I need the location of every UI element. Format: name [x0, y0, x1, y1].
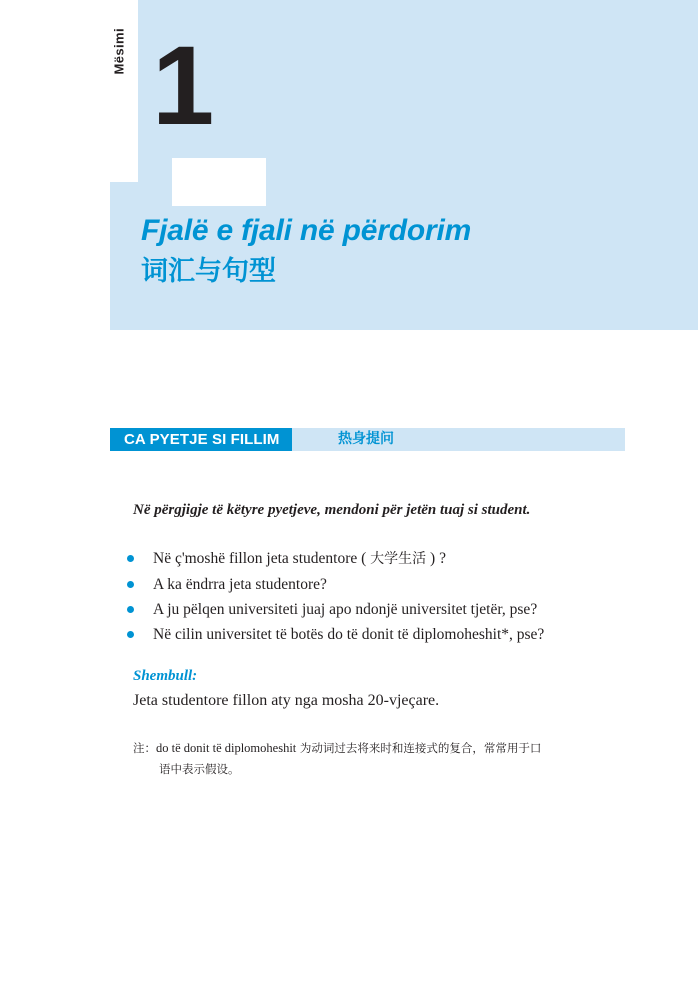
example-sentence: Jeta studentore fillon aty nga mosha 20-vjeçare.: [133, 692, 440, 709]
bullet-icon: [127, 581, 134, 588]
question-text: Në cilin universitet të botës do të donit të diplomoheshit*, pse?: [153, 626, 545, 643]
footnote-line1: 为动词过去将来时和连接式的复合，常常用于口: [296, 741, 542, 755]
question-text: A ka ëndrra jeta studentore?: [153, 576, 327, 593]
footnote: [133, 738, 633, 780]
section-heading-bar: [110, 428, 625, 451]
question-list: [127, 547, 667, 648]
question-text-suffix: ) ?: [426, 550, 446, 567]
page-title-albanian: Fjalë e fjali në përdorim: [141, 214, 472, 247]
footnote-prefix: 注：: [133, 741, 156, 755]
bullet-icon: [127, 606, 134, 613]
list-item: [127, 547, 667, 571]
bullet-icon: [127, 631, 134, 638]
question-text: A ju pëlqen universiteti juaj apo ndonjë universitet tjetër, pse?: [153, 601, 538, 618]
section-heading-chinese: 热身提问: [338, 431, 394, 447]
footnote-line2: 语中表示假设。: [159, 762, 240, 776]
lesson-bubble-corner-mask: [172, 158, 266, 206]
list-item: [127, 623, 667, 646]
lesson-label: Mësimi: [111, 28, 127, 75]
example-label: Shembull:: [133, 668, 198, 684]
question-text: Në ç'moshë fillon jeta studentore (: [153, 550, 371, 567]
section-heading-albanian: CA PYETJE SI FILLIM: [110, 428, 292, 451]
header-titles: [141, 212, 661, 292]
list-item: [127, 573, 667, 596]
footnote-term: do të donit të diplomoheshit: [156, 741, 297, 755]
list-item: [127, 598, 667, 621]
lesson-bubble-tail: [138, 158, 172, 208]
instruction-text: Në përgjigje të këtyre pyetjeve, mendoni për jetën tuaj si student.: [133, 502, 531, 518]
page-title-chinese: 词汇与句型: [141, 256, 276, 287]
question-text-chinese: 大学生活: [370, 551, 427, 567]
lesson-number: 1: [152, 23, 215, 148]
bullet-icon: [127, 555, 134, 562]
header-left-white-notch: [110, 0, 138, 182]
